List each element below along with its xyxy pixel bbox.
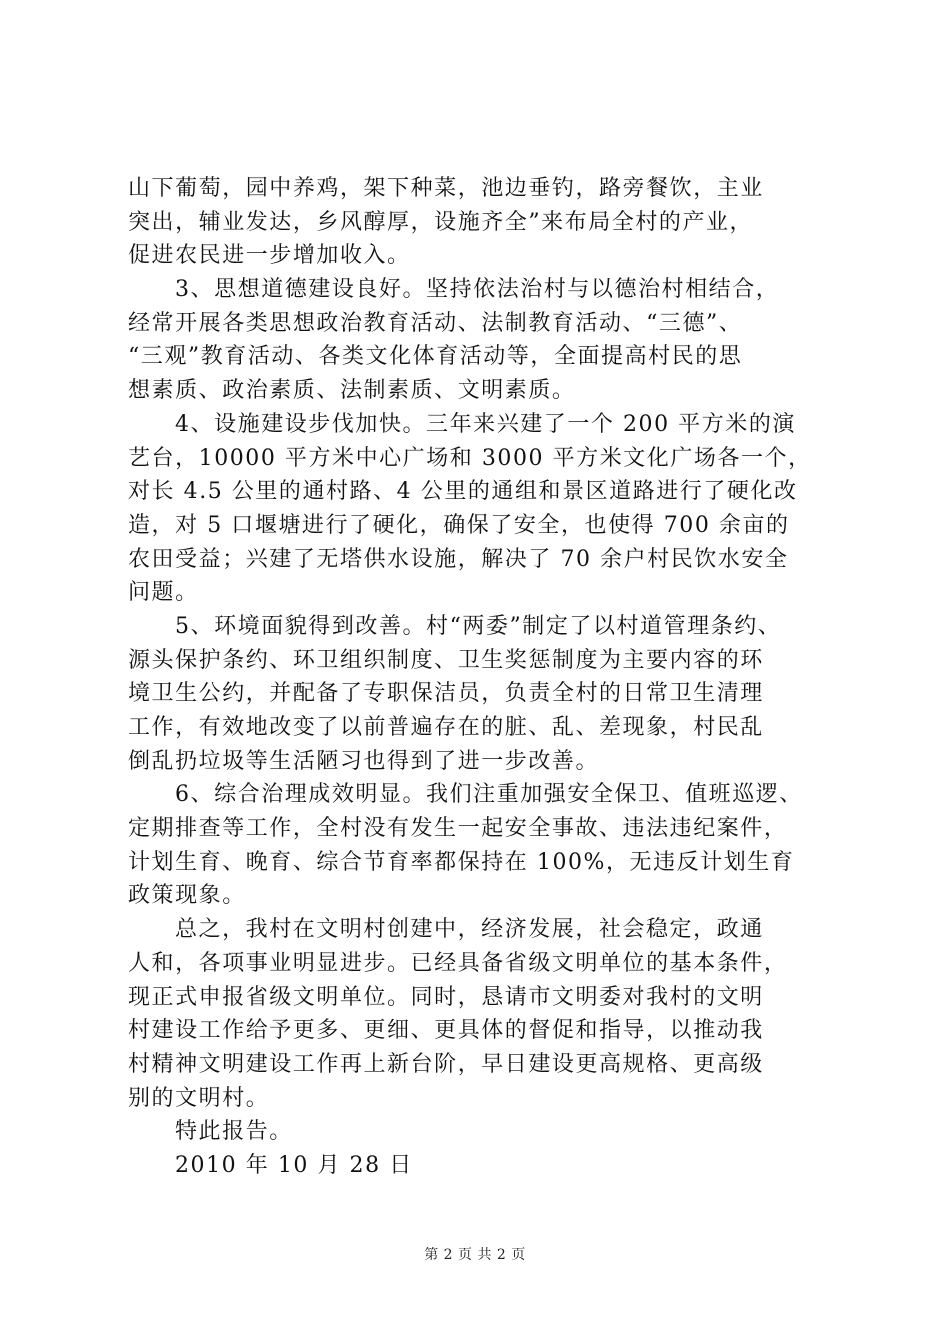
text-line: 促进农民进一步增加收入。: [128, 243, 411, 269]
text-line: 山下葡萄，园中养鸡，架下种菜，池边垂钓，路旁餐饮，主业: [128, 176, 764, 201]
text-line: 问题。: [128, 580, 199, 606]
text-line: 工作，有效地改变了以前普遍存在的脏、乱、差现象，村民乱: [128, 715, 764, 740]
report-date: 2010 年 10 月 28 日: [175, 1152, 413, 1178]
text-line: 政策现象。: [128, 883, 246, 909]
text-line: 村精神文明建设工作再上新台阶，早日建设更高规格、更高级: [128, 1051, 764, 1077]
text-line: 经常开展各类思想政治教育活动、法制教育活动、“三德”、: [128, 310, 743, 336]
text-line: 境卫生公约，并配备了专职保洁员，负责全村的日常卫生清理: [128, 681, 764, 707]
text-line: 突出，辅业发达，乡风醇厚，设施齐全”来布局全村的产业，: [128, 209, 754, 235]
text-line: 源头保护条约、环卫组织制度、卫生奖惩制度为主要内容的环: [128, 647, 764, 673]
text-line: 村建设工作给予更多、更细、更具体的督促和指导，以推动我: [128, 1018, 764, 1044]
text-line: 对长 4.5 公里的通村路、4 公里的通组和景区道路进行了硬化改: [128, 479, 798, 505]
text-line: 想素质、政治素质、法制素质、文明素质。: [128, 378, 576, 404]
page-footer: 第 2 页 共 2 页: [424, 1247, 526, 1263]
closing-remark: 特此报告。: [175, 1119, 293, 1145]
report-body: [128, 172, 834, 1183]
text-line: 计划生育、晚育、综合节育率都保持在 100%，无违反计划生育: [128, 849, 795, 875]
text-line: “三观”教育活动、各类文化体育活动等，全面提高村民的思: [128, 344, 743, 370]
text-line: 人和，各项事业明显进步。已经具备省级文明单位的基本条件，: [128, 950, 788, 976]
text-line: 倒乱扔垃圾等生活陋习也得到了进一步改善。: [128, 748, 600, 774]
paragraph-3-start: 3、思想道德建设良好。坚持依法治村与以德治村相结合，: [175, 277, 780, 303]
text-line: 现正式申报省级文明单位。同时，恳请市文明委对我村的文明: [128, 984, 764, 1010]
paragraph-5-start: 5、环境面貌得到改善。村“两委”制定了以村道管理条约、: [175, 613, 782, 639]
text-line: 艺台，10000 平方米中心广场和 3000 平方米文化广场各一个，: [128, 445, 812, 471]
text-line: 造，对 5 口堰塘进行了硬化，确保了安全，也使得 700 余亩的: [128, 512, 790, 538]
paragraph-4-start: 4、设施建设步伐加快。三年来兴建了一个 200 平方米的演: [175, 411, 796, 437]
text-line: 定期排查等工作，全村没有发生一起安全事故、违法违纪案件，: [128, 816, 788, 842]
text-line: 农田受益；兴建了无塔供水设施，解决了 70 余户村民饮水安全: [128, 546, 789, 572]
text-line: 别的文明村。: [128, 1085, 270, 1111]
conclusion-start: 总之，我村在文明村创建中，经济发展，社会稳定，政通: [175, 917, 764, 943]
paragraph-6-start: 6、综合治理成效明显。我们注重加强安全保卫、值班巡逻、: [175, 782, 803, 808]
